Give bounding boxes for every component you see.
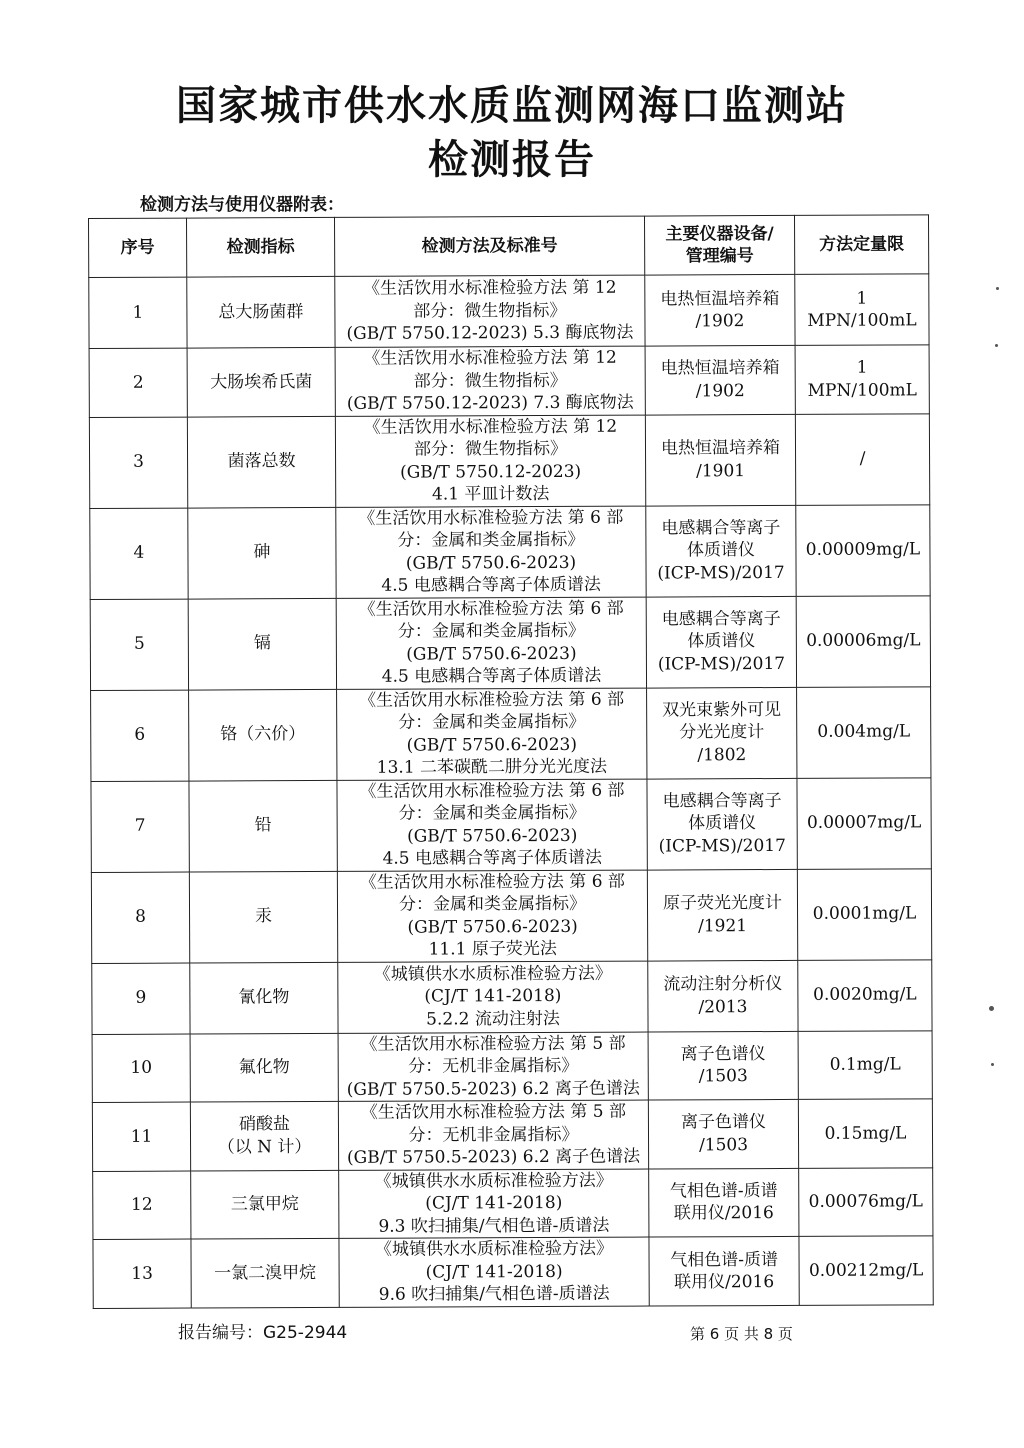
row-instrument — [646, 596, 796, 688]
instrument-line: 离子色谱仪 — [680, 1043, 766, 1065]
row-instrument — [646, 505, 796, 597]
row-method — [335, 275, 645, 347]
instrument-line: /1802 — [697, 744, 747, 766]
row-number: 12 — [93, 1171, 191, 1240]
col-header-limit: 方法定量限 — [794, 215, 928, 275]
table-row — [90, 504, 930, 599]
row-indicator: 一氯二溴甲烷 — [191, 1238, 339, 1308]
row-method — [336, 597, 646, 689]
method-line: 分：无机非金属指标》 — [408, 1124, 579, 1146]
row-method — [335, 415, 645, 507]
method-line: (GB/T 5750.12-2023) 5.3 酶底物法 — [346, 322, 634, 345]
row-method — [336, 506, 646, 598]
row-limit: 0.0001mg/L — [797, 868, 931, 960]
row-instrument — [649, 1236, 799, 1306]
row-indicator: 三氯甲烷 — [191, 1170, 339, 1239]
table-row — [92, 1030, 932, 1102]
row-instrument — [645, 345, 795, 414]
methods-table — [88, 214, 934, 1309]
instrument-line: 电热恒温培养箱 — [660, 437, 781, 459]
report-number: 报告编号：G25-2944 — [178, 1323, 348, 1343]
row-number: 1 — [89, 277, 187, 348]
table-row — [91, 868, 931, 963]
row-number: 2 — [89, 348, 187, 417]
instrument-line: 电热恒温培养箱 — [660, 288, 780, 310]
method-line: 《生活饮用水标准检验方法 第 6 部 — [359, 689, 625, 711]
method-line: 《生活饮用水标准检验方法 第 6 部 — [359, 780, 625, 802]
row-limit: 0.00212mg/L — [799, 1236, 933, 1306]
instrument-line: (ICP-MS)/2017 — [657, 562, 785, 584]
method-line: 4.1 平皿计数法 — [431, 483, 550, 505]
table-row — [92, 1099, 932, 1171]
row-method — [337, 688, 647, 780]
instrument-line: /1921 — [698, 915, 748, 936]
method-line: 《生活饮用水标准检验方法 第 6 部 — [358, 598, 624, 620]
row-method — [339, 1169, 649, 1239]
row-indicator: 砷 — [188, 507, 336, 599]
method-line: 《生活饮用水标准检验方法 第 5 部 — [360, 1101, 626, 1123]
instrument-line: (ICP-MS)/2017 — [658, 835, 786, 857]
method-line: 11.1 原子荧光法 — [428, 938, 557, 960]
instrument-line: /1902 — [695, 311, 745, 332]
row-instrument — [647, 778, 797, 870]
method-line: 《城镇供水水质标准检验方法》 — [374, 1170, 613, 1192]
method-line: 分：无机非金属指标》 — [408, 1055, 579, 1077]
instrument-line: /1503 — [699, 1134, 749, 1156]
table-row — [89, 345, 929, 417]
row-indicator: 铅 — [189, 780, 337, 872]
method-line: (GB/T 5750.6-2023) — [406, 643, 577, 665]
row-limit: 0.00006mg/L — [796, 595, 930, 687]
instrument-line: 电感耦合等离子 — [661, 608, 781, 630]
method-line: 分：金属和类金属指标》 — [397, 620, 585, 642]
row-method — [337, 870, 647, 962]
col-header-method: 检测方法及标准号 — [334, 216, 644, 276]
row-instrument — [649, 1168, 799, 1237]
method-line: (GB/T 5750.5-2023) 6.2 离子色谱法 — [346, 1078, 640, 1100]
col-header-instrument: 主要仪器设备/ 管理编号 — [644, 215, 794, 275]
row-indicator: 菌落总数 — [187, 416, 335, 508]
row-number: 8 — [91, 872, 189, 963]
instrument-line: /1503 — [698, 1066, 748, 1087]
report-subtitle-title: 检测报告 — [428, 137, 596, 183]
instrument-line: 体质谱仪 — [688, 813, 757, 834]
method-line: 分：金属和类金属指标》 — [397, 529, 585, 551]
row-number: 13 — [93, 1239, 191, 1308]
col-header-indicator: 检测指标 — [187, 217, 335, 277]
row-instrument — [645, 274, 795, 346]
scan-speck — [995, 344, 998, 347]
method-line: 部分：微生物指标》 — [413, 370, 567, 392]
method-line: 4.5 电感耦合等离子体质谱法 — [382, 847, 603, 869]
method-line: 分：金属和类金属指标》 — [398, 893, 587, 915]
instrument-line: 气相色谱-质谱 — [670, 1249, 778, 1270]
method-line: 《生活饮用水标准检验方法 第 6 部 — [359, 871, 625, 893]
method-line: 《生活饮用水标准检验方法 第 5 部 — [360, 1033, 626, 1055]
instrument-line: 原子荧光光度计 — [662, 892, 783, 914]
row-number: 6 — [91, 690, 189, 781]
method-line: 9.3 吹扫捕集/气相色谱-质谱法 — [378, 1215, 610, 1237]
scan-speck — [991, 1063, 994, 1066]
row-indicator: 铬（六价） — [189, 689, 337, 781]
row-limit: 0.0020mg/L — [798, 959, 932, 1031]
row-method — [339, 1237, 649, 1307]
method-line: 部分：微生物指标》 — [413, 300, 567, 322]
instrument-line: 联用仪/2016 — [674, 1272, 775, 1293]
method-line: (GB/T 5750.6-2023) — [405, 552, 577, 574]
report-title: 国家城市供水水质监测网海口监测站 — [176, 83, 848, 129]
instrument-line: 离子色谱仪 — [680, 1112, 766, 1133]
method-line: 分：金属和类金属指标》 — [398, 711, 586, 733]
page-number: 第 6 页 共 8 页 — [690, 1325, 793, 1343]
row-number: 5 — [90, 599, 188, 690]
table-row — [92, 959, 932, 1034]
method-line: 9.6 吹扫捕集/气相色谱-质谱法 — [378, 1283, 610, 1305]
instrument-line: 联用仪/2016 — [673, 1203, 774, 1224]
method-line: 《生活饮用水标准检验方法 第 6 部 — [358, 507, 624, 529]
row-number: 7 — [91, 781, 189, 872]
table-header-row — [89, 215, 929, 278]
method-line: (CJ/T 141-2018) — [424, 986, 562, 1007]
row-limit: 1 MPN/100mL — [795, 345, 929, 414]
instrument-line: 体质谱仪 — [686, 540, 756, 561]
row-method — [335, 346, 645, 416]
row-indicator: 大肠埃希氏菌 — [187, 347, 335, 416]
method-line: 4.5 电感耦合等离子体质谱法 — [381, 574, 601, 596]
table-row — [89, 274, 929, 349]
method-line: (GB/T 5750.12-2023) — [400, 461, 582, 483]
table-caption: 检测方法与使用仪器附表： — [140, 195, 344, 215]
row-instrument — [645, 414, 795, 506]
method-line: (GB/T 5750.5-2023) 6.2 离子色谱法 — [346, 1146, 641, 1168]
instrument-line: 分光光度计 — [679, 722, 765, 743]
instrument-line: 双光束紫外可见 — [662, 699, 782, 721]
row-number: 4 — [90, 508, 188, 599]
instrument-line: (ICP-MS)/2017 — [657, 653, 786, 675]
method-line: 5.2.2 流动注射法 — [426, 1008, 560, 1030]
row-indicator: 氰化物 — [190, 962, 338, 1034]
row-instrument — [647, 687, 797, 779]
table-row — [91, 777, 931, 872]
row-number: 10 — [92, 1034, 190, 1103]
table-row — [93, 1236, 933, 1309]
method-line: 《城镇供水水质标准检验方法》 — [374, 1238, 614, 1261]
method-line: 《城镇供水水质标准检验方法》 — [373, 963, 612, 985]
table-body — [89, 274, 933, 1309]
row-indicator: 硝酸盐 （以 N 计） — [190, 1101, 338, 1170]
scan-speck — [989, 1006, 994, 1011]
method-line: 《生活饮用水标准检验方法 第 12 — [363, 347, 617, 369]
row-method — [338, 1100, 648, 1170]
row-method — [337, 779, 647, 871]
row-number: 9 — [92, 963, 190, 1034]
row-limit: 0.00009mg/L — [796, 504, 930, 596]
instrument-line: 气相色谱-质谱 — [669, 1180, 778, 1202]
row-limit: / — [795, 413, 929, 505]
row-method — [338, 1032, 648, 1102]
method-line: (GB/T 5750.6-2023) — [406, 734, 578, 756]
instrument-line: 体质谱仪 — [687, 631, 756, 652]
method-line: (GB/T 5750.6-2023) — [407, 825, 578, 847]
method-line: 分：金属和类金属指标》 — [398, 802, 586, 824]
row-instrument — [647, 869, 797, 961]
method-line: 《生活饮用水标准检验方法 第 12 — [363, 416, 618, 438]
row-instrument — [648, 1099, 798, 1168]
row-limit: 0.00076mg/L — [799, 1167, 933, 1236]
instrument-line: 电感耦合等离子 — [661, 517, 781, 539]
instrument-line: /1902 — [695, 380, 745, 402]
row-indicator: 汞 — [189, 871, 337, 963]
row-limit: 0.1mg/L — [798, 1030, 932, 1099]
row-indicator: 氟化物 — [190, 1033, 338, 1102]
method-line: (CJ/T 141-2018) — [425, 1192, 563, 1214]
method-line: (GB/T 5750.6-2023) — [407, 916, 578, 938]
instrument-line: 电热恒温培养箱 — [660, 358, 780, 379]
row-number: 11 — [92, 1102, 190, 1171]
col-header-no: 序号 — [89, 218, 187, 277]
row-limit: 0.15mg/L — [798, 1099, 932, 1168]
method-line: 4.5 电感耦合等离子体质谱法 — [381, 665, 602, 687]
scan-speck — [996, 287, 999, 290]
table-row — [93, 1167, 933, 1239]
method-line: 部分：微生物指标》 — [413, 438, 568, 460]
row-instrument — [648, 960, 798, 1032]
row-method — [338, 961, 648, 1033]
instrument-line: 电感耦合等离子 — [662, 790, 782, 812]
method-line: 13.1 二苯碳酰二肼分光光度法 — [376, 756, 608, 778]
instrument-line: /2013 — [698, 996, 748, 1017]
instrument-line: 流动注射分析仪 — [663, 973, 783, 995]
method-line: 《生活饮用水标准检验方法 第 12 — [363, 277, 617, 300]
row-instrument — [648, 1031, 798, 1100]
row-limit: 0.00007mg/L — [797, 777, 931, 869]
row-limit: 0.004mg/L — [797, 686, 931, 778]
row-limit: 1 MPN/100mL — [795, 274, 929, 346]
table-row — [89, 413, 929, 508]
table-row — [90, 595, 930, 690]
row-indicator: 镉 — [188, 598, 336, 690]
row-number: 3 — [89, 417, 187, 508]
method-line: (GB/T 5750.12-2023) 7.3 酶底物法 — [346, 392, 634, 414]
row-indicator: 总大肠菌群 — [187, 276, 335, 348]
method-line: (CJ/T 141-2018) — [425, 1261, 563, 1283]
table-row — [91, 686, 931, 781]
instrument-line: /1901 — [696, 460, 746, 481]
